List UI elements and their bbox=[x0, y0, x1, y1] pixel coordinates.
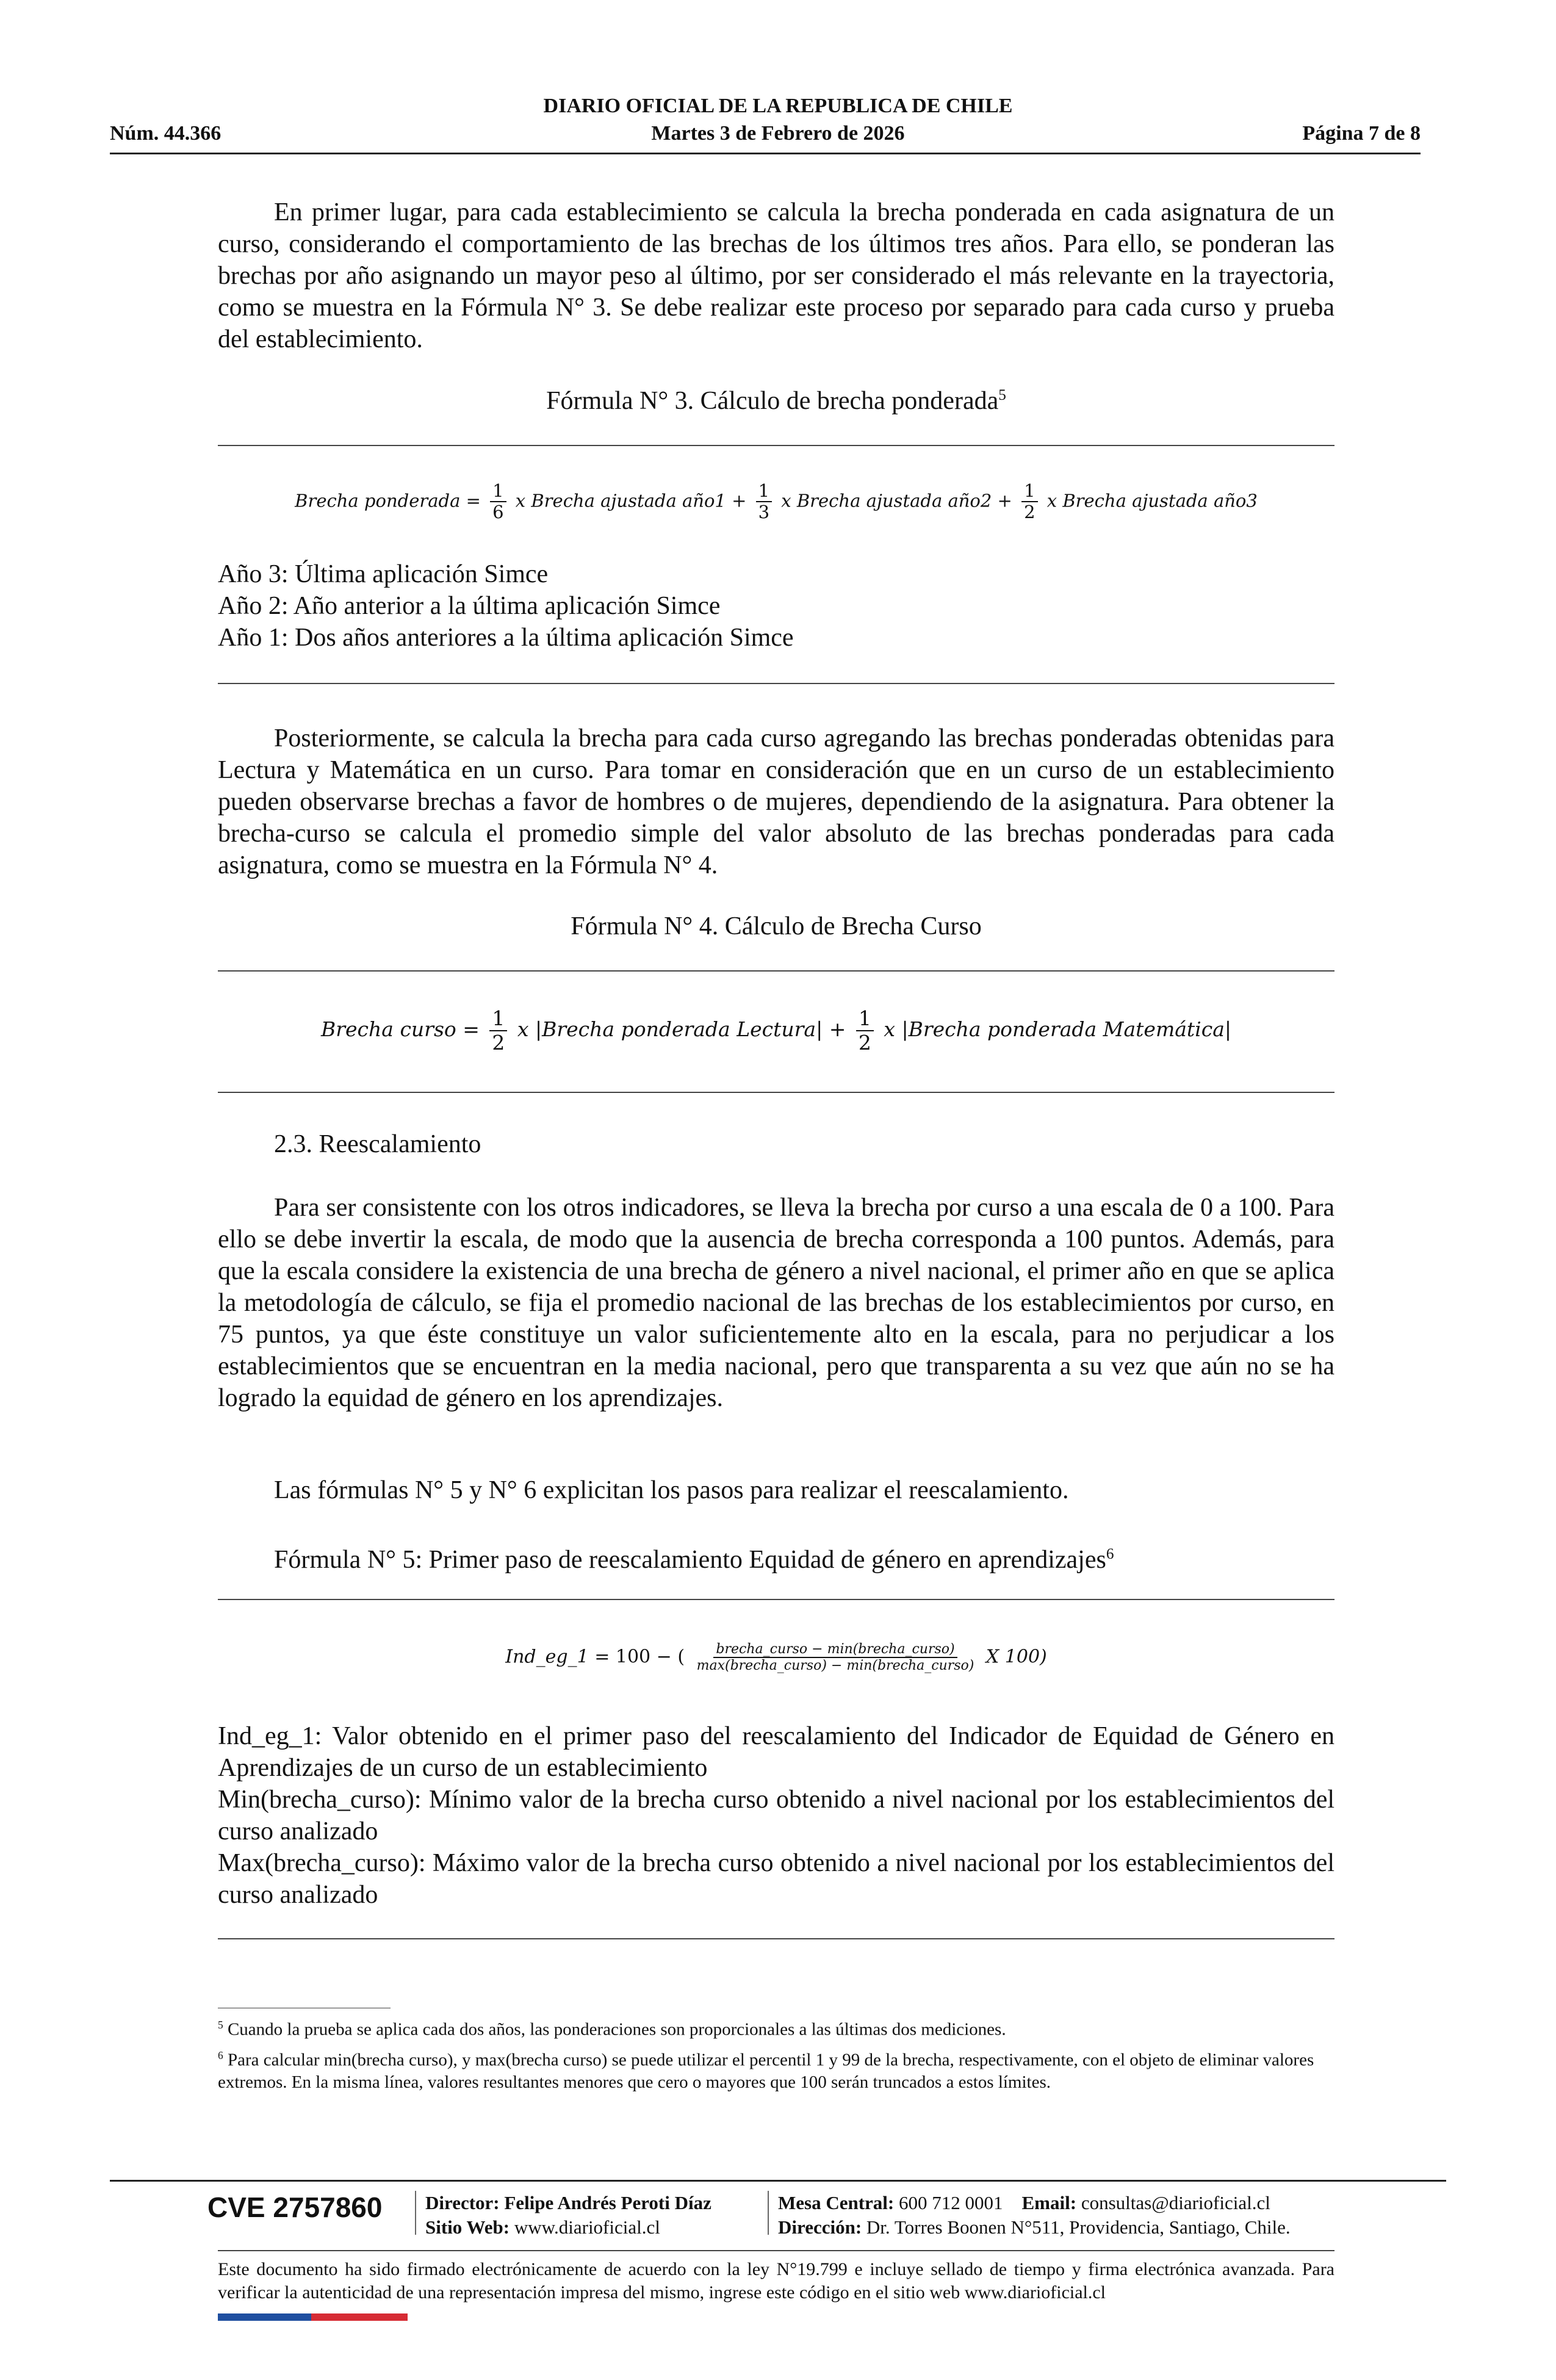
issue-number: Núm. 44.366 bbox=[110, 122, 222, 145]
f5-lhs: Ind_eg_1 = bbox=[505, 1646, 610, 1668]
definition-year-1: Año 1: Dos años anteriores a la última aplicación Simce bbox=[218, 624, 794, 652]
definition-max: Max(brecha_curso): Máximo valor de la brecha curso obtenido a nivel nacional por los establecimientos del curso analizado bbox=[218, 1849, 1334, 1909]
footer-contact: Mesa Central: 600 712 0001 Email: consultas@diarioficial.cl bbox=[778, 2192, 1270, 2213]
legal-notice: Este documento ha sido firmado electrónicamente de acuerdo con la ley N°19.799 e incluye sellado de tiempo y firma electrónica avanzada. Para verificar la autenticidad de una representación impresa del mismo, ingrese este código en el sitio web www.diarioficial.cl bbox=[218, 2259, 1334, 2302]
f3-fraction-3: $\frac{1}{2}$ bbox=[1021, 481, 1037, 523]
footer-rule bbox=[110, 2180, 1446, 2182]
footer-thin-rule bbox=[218, 2250, 1334, 2251]
formula-3-equation bbox=[218, 481, 1334, 523]
journal-title: DIARIO OFICIAL DE LA REPUBLICA DE CHILE bbox=[543, 95, 1013, 117]
footnote-5 bbox=[218, 2014, 1334, 2041]
footer-address: Dirección: Dr. Torres Boonen N°511, Providencia, Santiago, Chile. bbox=[778, 2216, 1291, 2238]
website-link[interactable]: www.diarioficial.cl bbox=[514, 2216, 660, 2238]
f3-lhs: Brecha ponderada = bbox=[295, 490, 481, 511]
footnote-5-number: 5 bbox=[218, 2019, 223, 2031]
formula-5-title bbox=[274, 1538, 1114, 1576]
cve-code: CVE 2757860 bbox=[207, 2191, 383, 2223]
f3-fraction-2: $\frac{1}{3}$ bbox=[756, 481, 772, 523]
paragraph-3: Para ser consistente con los otros indicadores, se lleva la brecha por curso a una escala de 0 a 100. Para ello se debe invertir la escala, de modo que la ausencia de brecha corresponda a 100 puntos. Además, para que la escala considere la existencia de una brecha de género a nivel nacional, el primer año en que se aplica la metodología de cálculo, se fija el promedio nacional de las brechas de los establecimientos por curso, en 75 puntos, ya que éste constituye un valor suficientemente alto en la escala, para no perjudicar a los establecimientos que se encuentran en la media nacional, pero que transparenta a su vez que aún no se ha logrado la equidad de género en los aprendizajes. bbox=[218, 1194, 1334, 1412]
paragraph-4: Las fórmulas N° 5 y N° 6 explicitan los pasos para realizar el reescalamiento. bbox=[274, 1476, 1069, 1504]
section-heading: 2.3. Reescalamiento bbox=[274, 1130, 481, 1158]
formula-3-title bbox=[218, 386, 1334, 416]
footer-website: Sitio Web: www.diarioficial.cl bbox=[425, 2216, 660, 2238]
f4-fraction-1: $\frac{1}{2}$ bbox=[489, 1007, 507, 1055]
f5-constant: 100 − ( bbox=[615, 1646, 685, 1668]
paragraph-2: Posteriormente, se calcula la brecha para cada curso agregando las brechas ponderadas obtenidas para Lectura y Matemática en un curso. Para tomar en consideración que en un curso de un establecimiento pueden observarse brechas a favor de hombres o de mujeres, dependiendo de la asignatura. Para obtener la brecha-curso se calcula el promedio simple del valor absoluto de las brechas ponderadas para cada asignatura, como se muestra en la Fórmula N° 4. bbox=[218, 724, 1334, 879]
footnote-ref-6: 6 bbox=[1106, 1546, 1114, 1562]
formula-3-title-text: Fórmula N° 3. Cálculo de brecha ponderada bbox=[546, 387, 999, 415]
f5-tail: X 100) bbox=[985, 1646, 1047, 1668]
footnote-6 bbox=[218, 2044, 1334, 2093]
paragraph-1: En primer lugar, para cada establecimiento se calcula la brecha ponderada en cada asignatura de un curso, considerando el comportamiento de las brechas de los últimos tres años. Para ello, se ponderan las brechas por año asignando un mayor peso al último, por ser considerado el más relevante en la trayectoria, como se muestra en la Fórmula N° 3. Se debe realizar este proceso por separado para cada curso y prueba del establecimiento. bbox=[218, 198, 1334, 353]
header-rule bbox=[110, 153, 1421, 154]
formula-4-bottom-rule bbox=[218, 1092, 1334, 1093]
formula-3-bottom-rule bbox=[218, 683, 1334, 684]
formula-5-equation bbox=[218, 1642, 1334, 1674]
f4-term-1: x |Brecha ponderada Lectura| + bbox=[517, 1017, 846, 1041]
formula-5-title-text: Fórmula N° 5: Primer paso de reescalamiento Equidad de género en aprendizajes bbox=[274, 1546, 1106, 1574]
f3-term-3: x Brecha ajustada año3 bbox=[1046, 490, 1258, 511]
email-link[interactable]: consultas@diarioficial.cl bbox=[1081, 2192, 1270, 2213]
footnote-6-text: Para calcular min(brecha curso), y max(brecha curso) se puede utilizar el percentil 1 y 99 de la brecha, respectivamente, con el objeto de eliminar valores extremos. En la misma línea, valores resultantes menores que cero o mayores que 100 serán truncados a estos límites. bbox=[218, 2050, 1314, 2092]
footer-separator-2 bbox=[768, 2191, 769, 2235]
page-number: Página 7 de 8 bbox=[1302, 122, 1421, 145]
formula-5-top-rule bbox=[218, 1599, 1334, 1600]
formula-4-top-rule bbox=[218, 970, 1334, 972]
f4-fraction-2: $\frac{1}{2}$ bbox=[856, 1007, 874, 1055]
footer-bar-red bbox=[311, 2313, 408, 2321]
definition-year-2: Año 2: Año anterior a la última aplicación Simce bbox=[218, 592, 721, 620]
f3-term-2: x Brecha ajustada año2 + bbox=[781, 490, 1012, 511]
f4-term-2: x |Brecha ponderada Matemática| bbox=[884, 1017, 1231, 1041]
footnote-5-text: Cuando la prueba se aplica cada dos años, las ponderaciones son proporcionales a las últimas dos mediciones. bbox=[227, 2019, 1006, 2039]
formula-4-equation bbox=[218, 1007, 1334, 1055]
f3-term-1: x Brecha ajustada año1 + bbox=[515, 490, 747, 511]
formula-4-title: Fórmula N° 4. Cálculo de Brecha Curso bbox=[571, 912, 982, 940]
footnote-6-number: 6 bbox=[218, 2049, 223, 2061]
footer-separator-1 bbox=[415, 2191, 416, 2235]
formula-3-top-rule bbox=[218, 445, 1334, 446]
definition-min: Min(brecha_curso): Mínimo valor de la brecha curso obtenido a nivel nacional por los establecimientos del curso analizado bbox=[218, 1786, 1334, 1845]
f5-fraction: $\frac{\text{brecha\_curso − min(brecha\_curso)}}{\text{max(brecha\_curso) − min(brecha\_curso)}}$ bbox=[696, 1642, 974, 1674]
footer-bar-blue bbox=[218, 2313, 311, 2321]
formula-5-bottom-rule bbox=[218, 1938, 1334, 1939]
issue-date: Martes 3 de Febrero de 2026 bbox=[651, 122, 905, 145]
footnote-ref-5: 5 bbox=[998, 387, 1006, 403]
f4-lhs: Brecha curso = bbox=[320, 1017, 480, 1041]
f3-fraction-1: $\frac{1}{6}$ bbox=[490, 481, 506, 523]
definition-ind-eg-1: Ind_eg_1: Valor obtenido en el primer paso del reescalamiento del Indicador de Equidad de Género en Aprendizajes de un curso de un establecimiento bbox=[218, 1722, 1334, 1782]
definition-year-3: Año 3: Última aplicación Simce bbox=[218, 560, 549, 588]
footer-director: Director: Felipe Andrés Peroti Díaz bbox=[425, 2192, 711, 2213]
